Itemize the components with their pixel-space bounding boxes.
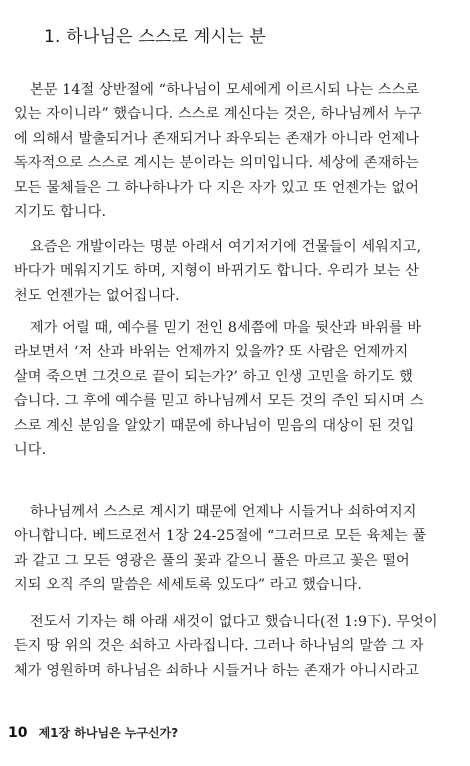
text-line: 습니다. 그 후에 예수를 믿고 하나님께서 모든 것의 주인 되시며 스 <box>14 393 424 410</box>
text-line: 체가 영원하며 하나님은 쇠하나 시들거나 하는 존재가 아니시라고 <box>14 662 420 679</box>
text-line: 아니합니다. 베드로전서 1장 24-25절에 “그러므로 모든 육체는 풀 <box>14 528 427 545</box>
paragraph-2 <box>14 235 456 308</box>
paragraph-3 <box>14 316 456 462</box>
text-line: 니다. <box>14 442 47 459</box>
text-line: 스로 계신 분임을 알았기 때문에 하나님이 믿음의 대상이 된 것입 <box>14 417 415 434</box>
paragraph-5 <box>14 610 456 683</box>
text-line: 하나님께서 스스로 계시기 때문에 언제나 시들거나 쇠하여지지 <box>30 504 417 520</box>
chapter-title: 제1장 하나님은 누구신가? <box>38 726 179 740</box>
paragraph-4 <box>14 500 456 598</box>
text-line: 든지 땅 위의 것은 쇠하고 사라집니다. 그러나 하나님의 말씀 그 자 <box>14 638 424 655</box>
text-line: 지되 오직 주의 말씀은 세세토록 있도다” 라고 했습니다. <box>14 577 362 594</box>
section-heading: 1. 하나님은 스스로 계시는 분 <box>44 27 266 47</box>
text-line: 에 의해서 발출되거나 존재되거나 좌우되는 존재가 아니라 언제나 <box>14 130 420 147</box>
text-line: 과 같고 그 모든 영광은 풀의 꽃과 같으니 풀은 마르고 꽃은 떨어 <box>14 552 410 569</box>
text-line: 라보면서 ‘저 산과 바위는 언제까지 있을까? 또 사람은 언제까지 <box>14 344 409 361</box>
text-line: 전도서 기자는 해 아래 새것이 없다고 했습니다(전 1:9下). 무엇이 <box>30 614 438 630</box>
page-number: 10 <box>8 725 28 741</box>
text-line: 있는 자이니라” 했습니다. 스스로 계신다는 것은, 하나님께서 누구 <box>14 106 422 123</box>
text-line: 제가 어릴 때, 예수를 믿기 전인 8세쯤에 마을 뒷산과 바위를 바 <box>30 320 422 336</box>
text-line: 바다가 메워지기도 하며, 지형이 바뀌기도 합니다. 우리가 보는 산 <box>14 263 420 280</box>
text-line: 살며 죽으면 그것으로 끝이 되는가?’ 하고 인생 고민을 하기도 했 <box>14 368 413 385</box>
text-line: 독자적으로 스스로 계시는 분이라는 의미입니다. 세상에 존재하는 <box>14 155 420 172</box>
text-line: 지기도 합니다. <box>14 204 107 221</box>
text-line: 모든 물체들은 그 하나하나가 다 지은 자가 있고 또 언젠가는 없어 <box>14 179 420 196</box>
page-footer <box>8 722 178 741</box>
text-line: 본문 14절 상반절에 “하나님이 모세에게 이르시되 나는 스스로 <box>30 82 420 98</box>
text-line: 천도 언젠가는 없어집니다. <box>14 287 180 304</box>
paragraph-1 <box>14 78 456 224</box>
text-line: 요즘은 개발이라는 명분 아래서 여기저기에 건물들이 세워지고, <box>30 239 422 255</box>
